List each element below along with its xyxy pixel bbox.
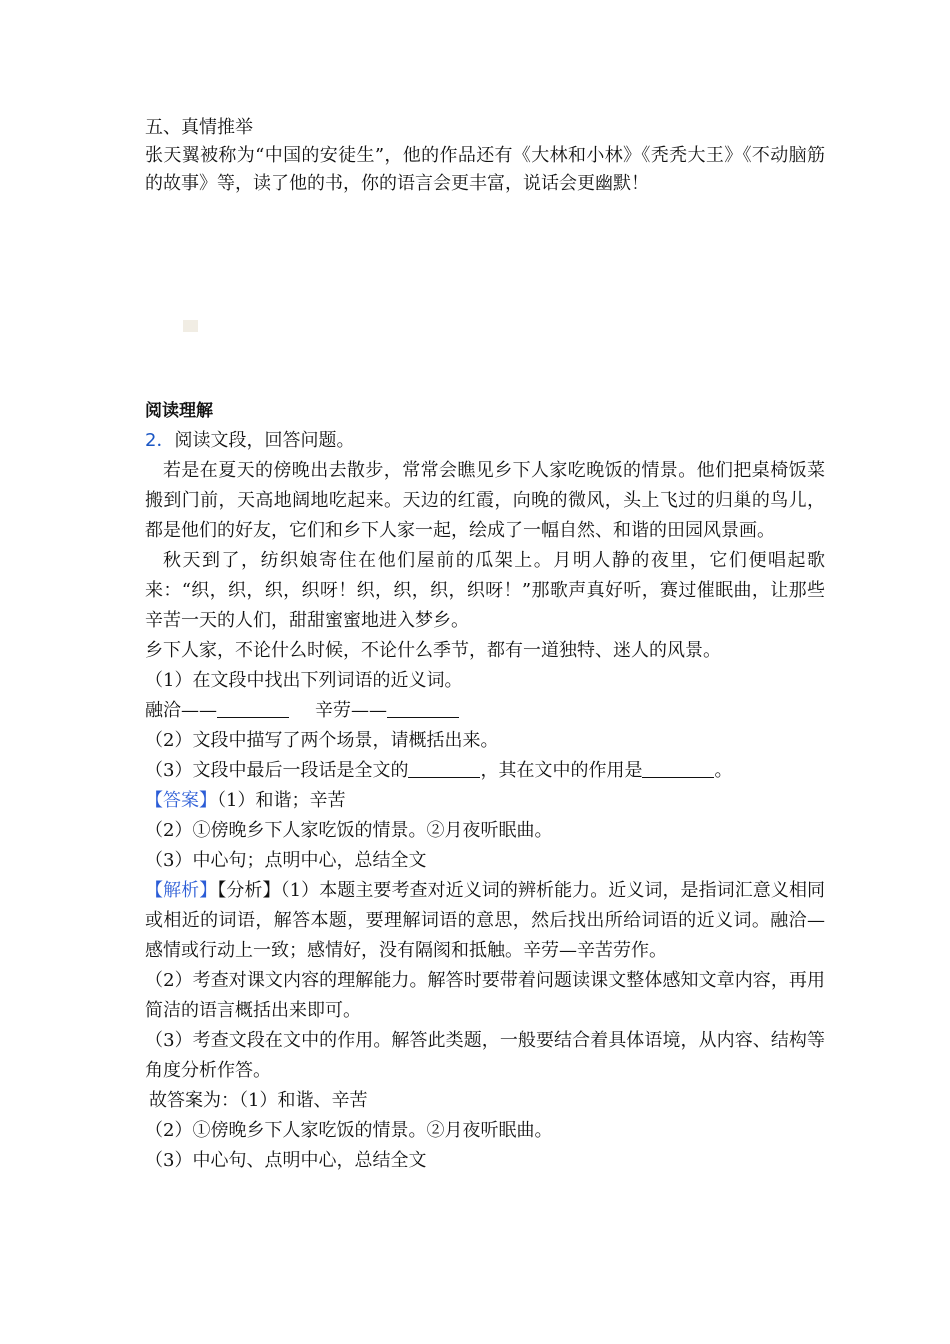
- final-answer-1: 故答案为：（1）和谐、辛苦: [149, 1090, 368, 1111]
- answer-blank: [408, 759, 480, 778]
- sub-question-1-words: [145, 696, 825, 726]
- question-number: 2．: [145, 430, 175, 451]
- sub-question-2: （2）文段中描写了两个场景，请概括出来。: [145, 730, 499, 751]
- answer-line-1: [145, 786, 825, 816]
- passage-paragraph-1: 若是在夏天的傍晚出去散步，常常会瞧见乡下人家吃晚饭的情景。他们把桌椅饭菜搬到门前，天高地阔地吃起来。天边的红霞，向晚的微风，头上飞过的归巢的鸟儿，都是他们的好友，它们和乡下人家一起，绘成了一幅自然、和谐的田园风景画。: [145, 460, 825, 541]
- analysis-paragraph-3: （3）考查文段在文中的作用。解答此类题，一般要结合着具体语境，从内容、结构等角度分析作答。: [145, 1030, 825, 1081]
- section5-body: 张天翼被称为“中国的安徒生”，他的作品还有《大林和小林》《秃秃大王》《不动脑筋的故事》等，读了他的书，你的语言会更丰富，说话会更幽默！: [145, 145, 825, 194]
- final-answer-2: （2）①傍晚乡下人家吃饭的情景。②月夜听眠曲。: [145, 1120, 553, 1141]
- final-answer-3: （3）中心句、点明中心，总结全文: [145, 1150, 427, 1171]
- section5-title: 五、真情推举: [145, 117, 253, 138]
- answer-tag: 【答案】: [145, 790, 217, 811]
- analysis-tag: 【解析】: [145, 880, 218, 901]
- sub-question-3-part-b: ，其在文中的作用是: [480, 760, 643, 781]
- reading-heading: 阅读理解: [145, 401, 213, 421]
- answer-2: （2）①傍晚乡下人家吃饭的情景。②月夜听眠曲。: [145, 820, 553, 841]
- analysis-paragraph-2: （2）考查对课文内容的理解能力。解答时要带着问题读课文整体感知文章内容，再用简洁的语言概括出来即可。: [145, 970, 825, 1021]
- section5: [145, 114, 825, 198]
- word-1: 融洽——: [145, 700, 217, 721]
- analysis-paragraph-1: [145, 876, 825, 966]
- passage-paragraph-3: 乡下人家，不论什么时候，不论什么季节，都有一道独特、迷人的风景。: [145, 640, 721, 661]
- question-prompt: 阅读文段，回答问题。: [174, 430, 355, 451]
- word-2: 辛劳——: [315, 700, 387, 721]
- question-header: [145, 426, 825, 456]
- answer-blank: [217, 699, 289, 718]
- sub-question-3-part-a: （3）文段中最后一段话是全文的: [145, 760, 409, 781]
- answer-blank: [642, 759, 714, 778]
- reading-section: [145, 396, 825, 1176]
- passage-paragraph-2: 秋天到了，纺织娘寄住在他们屋前的瓜架上。月明人静的夜里，它们便唱起歌来：“织，织，织，织呀！织，织，织，织呀！”那歌声真好听，赛过催眠曲，让那些辛苦一天的人们，甜甜蜜蜜地进入梦乡。: [145, 550, 825, 631]
- sub-question-3: [145, 756, 825, 786]
- sub-question-3-part-c: 。: [714, 760, 733, 781]
- answer-3: （3）中心句；点明中心，总结全文: [145, 850, 427, 871]
- decorative-mark: [183, 320, 198, 332]
- analysis-text-1: 【分析】（1）本题主要考查对近义词的辨析能力。近义词，是指词汇意义相同或相近的词语，解答本题，要理解词语的意思，然后找出所给词语的近义词。融洽—感情或行动上一致；感情好，没有隔阂和抵触。辛劳—辛苦劳作。: [145, 880, 826, 961]
- answer-1: （1）和谐；辛苦: [217, 790, 346, 811]
- answer-blank: [387, 699, 459, 718]
- sub-question-1: （1）在文段中找出下列词语的近义词。: [145, 670, 463, 691]
